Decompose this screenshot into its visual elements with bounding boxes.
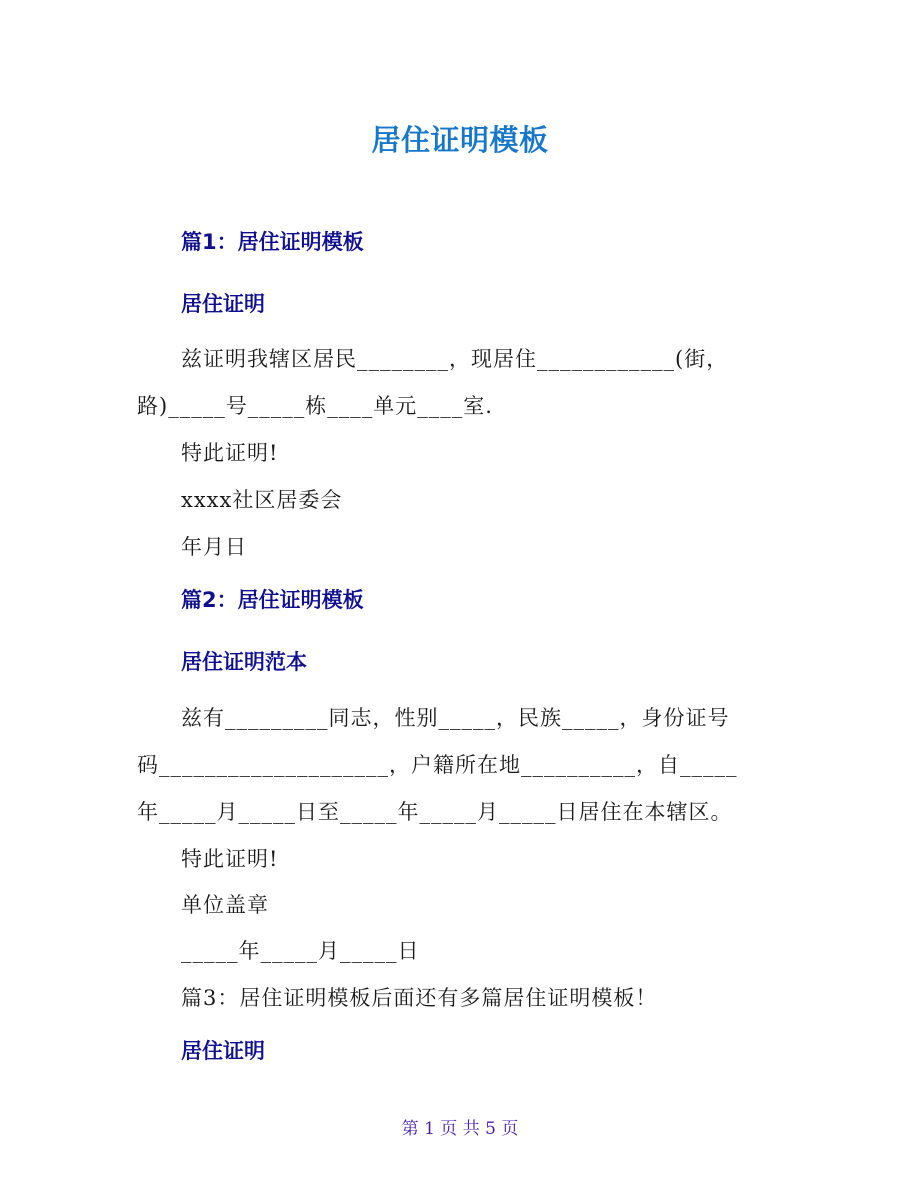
section1-date: 年月日 [181,535,247,559]
section1-heading: 篇1：居住证明模板 [181,230,364,254]
section2-body-line2: 码____________________，户籍所在地__________，自_____ [137,753,738,777]
section2-closing: 特此证明! [181,847,279,871]
section1-body-line1: 兹证明我辖区居民________，现居住____________(街， [181,347,729,371]
section2-body-line1: 兹有_________同志，性别_____，民族_____，身份证号 [181,706,730,730]
section3-subheading: 居住证明 [181,1039,265,1063]
section2-subheading: 居住证明范本 [181,650,307,674]
section3-intro: 篇3：居住证明模板后面还有多篇居住证明模板！ [181,986,658,1010]
section1-closing: 特此证明! [181,441,279,465]
section1-body-line2: 路)_____号_____栋____单元____室. [137,394,493,418]
section2-heading: 篇2：居住证明模板 [181,588,364,612]
section2-body-line3: 年_____月_____日至_____年_____月_____日居住在本辖区。 [137,800,733,824]
section2-seal: 单位盖章 [181,893,269,917]
section1-subheading: 居住证明 [181,292,265,316]
section2-date: _____年_____月_____日 [181,939,420,963]
section1-issuer: xxxx社区居委会 [181,488,343,512]
document-title: 居住证明模板 [371,123,549,157]
page-footer: 第 1 页 共 5 页 [401,1119,519,1139]
